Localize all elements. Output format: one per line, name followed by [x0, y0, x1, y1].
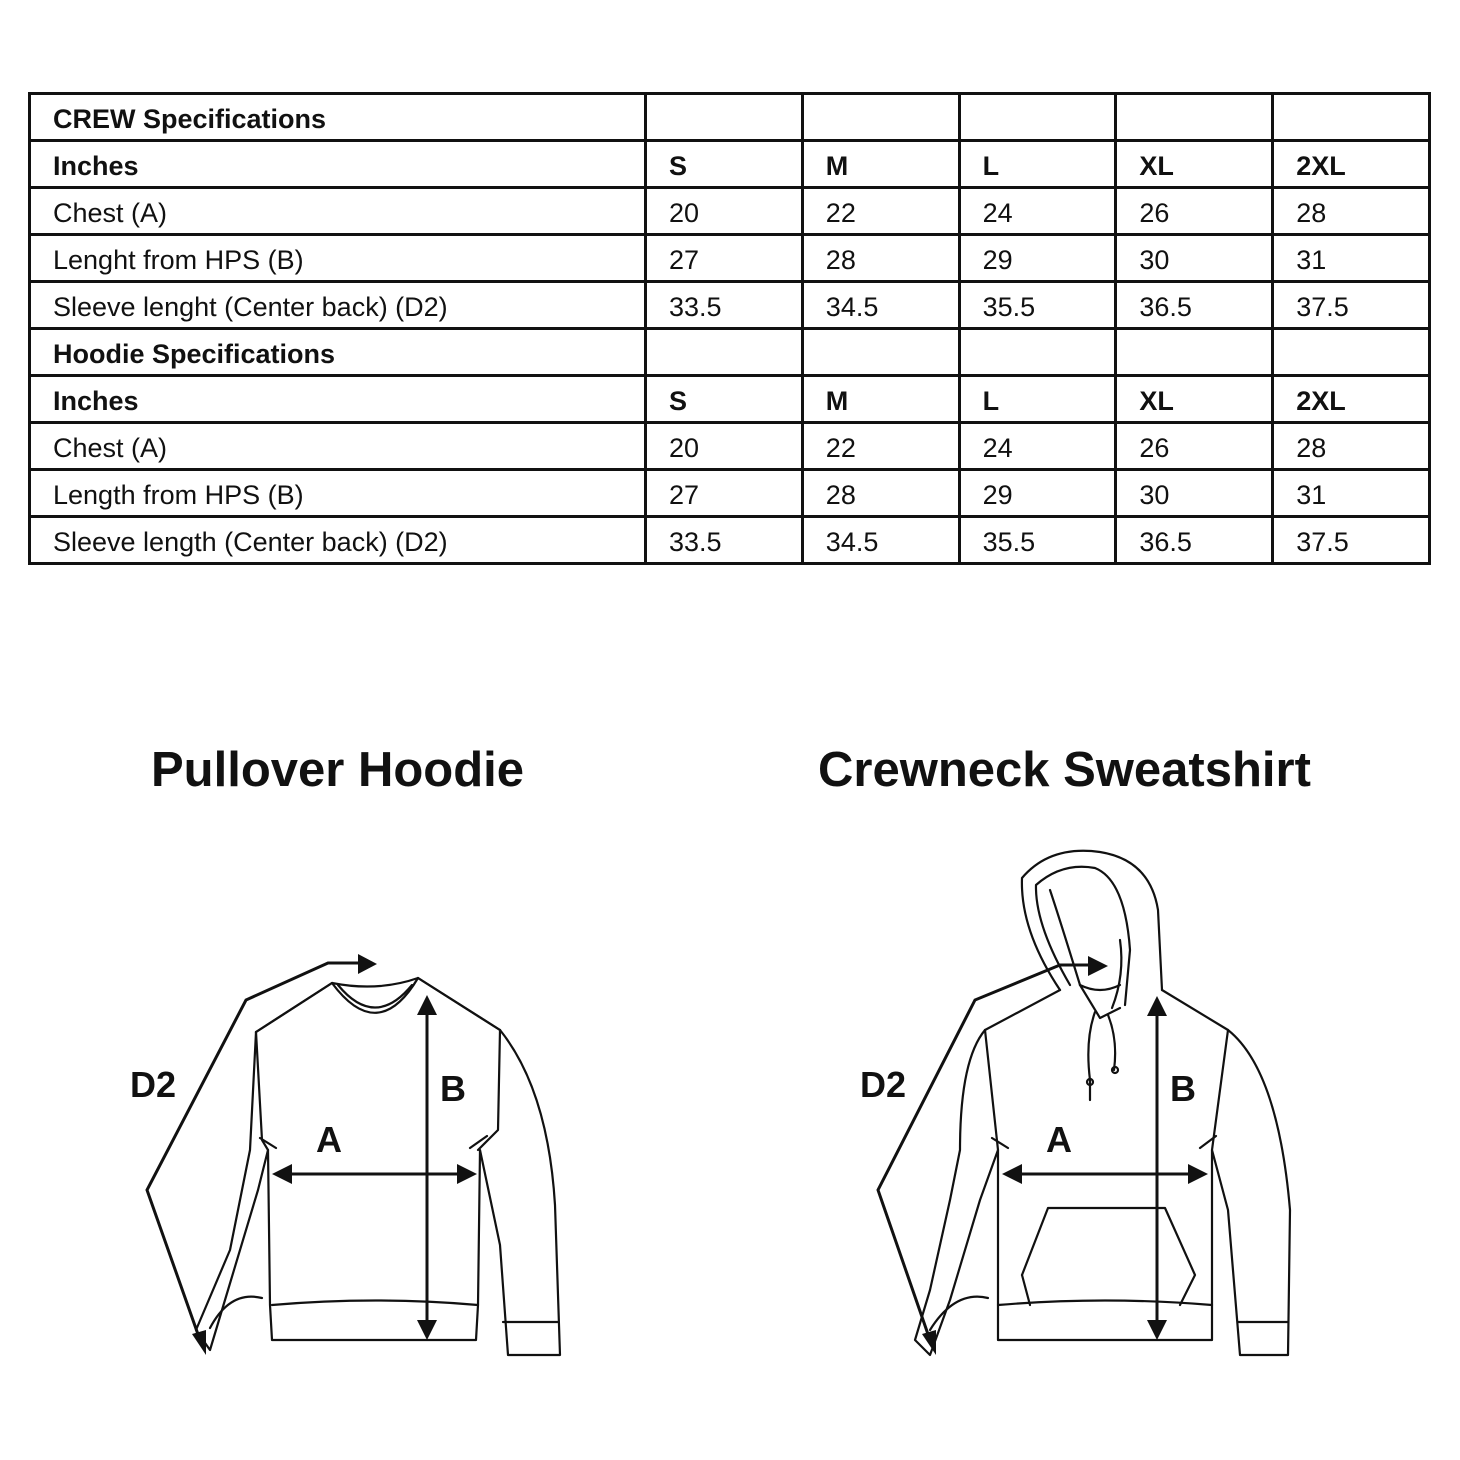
unit-header: Inches	[30, 376, 646, 423]
crewneck-diagram	[100, 930, 600, 1390]
measurement-value: 29	[959, 235, 1116, 282]
measurement-value: 20	[646, 423, 803, 470]
size-header: S	[646, 141, 803, 188]
crew-section-title: CREW Specifications	[30, 94, 646, 141]
crew-section-row	[30, 94, 1430, 141]
measurement-value: 30	[1116, 235, 1273, 282]
label-a-left: A	[316, 1119, 342, 1160]
crew-header-row	[30, 141, 1430, 188]
crewneck-outline	[196, 978, 560, 1355]
length-measurement-b	[417, 995, 437, 1340]
measurement-label: Lenght from HPS (B)	[30, 235, 646, 282]
size-header: M	[802, 141, 959, 188]
measurement-value: 31	[1273, 235, 1430, 282]
measurement-label: Sleeve lenght (Center back) (D2)	[30, 282, 646, 329]
measurement-value: 28	[1273, 423, 1430, 470]
size-header: S	[646, 376, 803, 423]
empty-cell	[959, 94, 1116, 141]
sleeve-measurement-d2	[147, 954, 377, 1355]
measurement-value: 24	[959, 188, 1116, 235]
measurement-value: 34.5	[802, 282, 959, 329]
hoodie-outline	[915, 851, 1290, 1355]
size-header: L	[959, 141, 1116, 188]
measurement-value: 28	[802, 470, 959, 517]
table-row	[30, 423, 1430, 470]
size-header: L	[959, 376, 1116, 423]
measurement-label: Sleeve length (Center back) (D2)	[30, 517, 646, 564]
empty-cell	[646, 329, 803, 376]
measurement-value: 34.5	[802, 517, 959, 564]
measurement-value: 33.5	[646, 282, 803, 329]
measurement-value: 37.5	[1273, 282, 1430, 329]
measurement-value: 26	[1116, 188, 1273, 235]
size-header: XL	[1116, 141, 1273, 188]
empty-cell	[1273, 94, 1430, 141]
hoodie-section-row	[30, 329, 1430, 376]
measurement-value: 31	[1273, 470, 1430, 517]
measurement-value: 27	[646, 235, 803, 282]
table-row	[30, 517, 1430, 564]
chest-measurement-a-hoodie	[1002, 1164, 1208, 1184]
measurement-value: 26	[1116, 423, 1273, 470]
label-d2-right: D2	[860, 1064, 907, 1105]
empty-cell	[1116, 329, 1273, 376]
size-spec-table	[28, 92, 1431, 565]
measurement-value: 28	[1273, 188, 1430, 235]
empty-cell	[1116, 94, 1273, 141]
empty-cell	[802, 329, 959, 376]
table-row	[30, 235, 1430, 282]
size-header: XL	[1116, 376, 1273, 423]
hoodie-diagram	[840, 840, 1320, 1380]
measurement-value: 22	[802, 423, 959, 470]
empty-cell	[802, 94, 959, 141]
label-d2-left: D2	[130, 1064, 177, 1105]
label-a-right: A	[1046, 1119, 1072, 1160]
left-figure-title: Pullover Hoodie	[151, 743, 525, 797]
label-b-right: B	[1170, 1068, 1196, 1109]
measurement-value: 29	[959, 470, 1116, 517]
table-row	[30, 470, 1430, 517]
measurement-value: 35.5	[959, 282, 1116, 329]
measurement-label: Chest (A)	[30, 423, 646, 470]
measurement-value: 36.5	[1116, 282, 1273, 329]
right-figure-title: Crewneck Sweatshirt	[818, 743, 1311, 797]
measurement-value: 35.5	[959, 517, 1116, 564]
measurement-label: Chest (A)	[30, 188, 646, 235]
label-b-left: B	[440, 1068, 466, 1109]
size-header: 2XL	[1273, 376, 1430, 423]
hoodie-section-title: Hoodie Specifications	[30, 329, 646, 376]
measurement-value: 36.5	[1116, 517, 1273, 564]
measurement-value: 37.5	[1273, 517, 1430, 564]
table-row	[30, 282, 1430, 329]
measurement-value: 20	[646, 188, 803, 235]
measurement-value: 22	[802, 188, 959, 235]
chest-measurement-a	[272, 1164, 477, 1184]
unit-header: Inches	[30, 141, 646, 188]
measurement-value: 27	[646, 470, 803, 517]
measurement-value: 33.5	[646, 517, 803, 564]
sleeve-measurement-d2-hoodie	[878, 956, 1108, 1355]
table-row	[30, 188, 1430, 235]
measurement-value: 30	[1116, 470, 1273, 517]
empty-cell	[1273, 329, 1430, 376]
hoodie-header-row	[30, 376, 1430, 423]
size-header: M	[802, 376, 959, 423]
size-header: 2XL	[1273, 141, 1430, 188]
empty-cell	[959, 329, 1116, 376]
measurement-value: 24	[959, 423, 1116, 470]
measurement-value: 28	[802, 235, 959, 282]
empty-cell	[646, 94, 803, 141]
measurement-label: Length from HPS (B)	[30, 470, 646, 517]
length-measurement-b-hoodie	[1147, 996, 1167, 1340]
